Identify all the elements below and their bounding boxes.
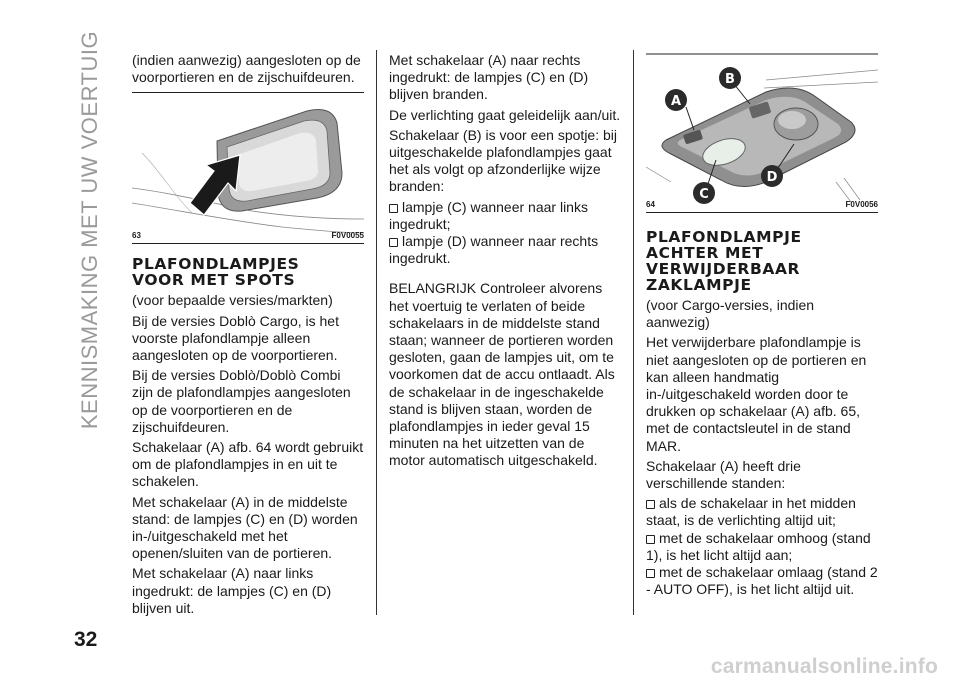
- checkbox-bullet-icon: [646, 500, 655, 509]
- bullet-item: lampje (C) wanneer naar links ingedrukt;: [389, 198, 588, 232]
- rear-lamp-illustration: [646, 52, 878, 212]
- column-1: [132, 52, 364, 620]
- paragraph: Schakelaar (A) afb. 64 wordt gebruikt om de plafondlampjes in en uit te schakelen.: [132, 439, 364, 490]
- paragraph: Bij de versies Doblò Cargo, is het voorste plafondlampje alleen aangesloten op de voorportieren.: [132, 312, 339, 364]
- figure-63: [132, 92, 364, 244]
- page-number: 32: [74, 628, 98, 651]
- bullet-item: lampje (D) wanneer naar rechts ingedrukt.: [389, 233, 599, 267]
- watermark: carmanualsonline.info: [710, 655, 938, 678]
- paragraph: (voor bepaalde versies/markten): [132, 292, 333, 309]
- checkbox-bullet-icon: [646, 535, 655, 544]
- checkbox-bullet-icon: [646, 569, 655, 578]
- column-2: [389, 52, 621, 473]
- figure-code: F0V0056: [845, 200, 878, 209]
- paragraph: Met schakelaar (A) naar rechts ingedrukt: de lampjes (C) en (D) blijven branden.: [389, 52, 589, 103]
- figure-64: [646, 52, 878, 213]
- svg-text:A: A: [670, 94, 682, 109]
- warning-paragraph: BELANGRIJK Controleer alvorens het voertuig te verlaten of beide schakelaars in de middelste stand staan; wanneer de portieren worden gesloten, gaan de lampjes uit, om te voorkomen dat de accu ontlaadt. Als de schakelaar in de ingeschakelde stand is blijven staan, worden de plafondlampjes in ieder geval 15 minuten na het uitzetten van de motor automatisch uitgeschakeld.: [389, 280, 615, 469]
- paragraph: Bij de versies Doblò/Doblò Combi zijn de plafondlampjes aangesloten op de voorportieren en de zijschuifdeuren.: [132, 367, 351, 435]
- paragraph: Met schakelaar (A) naar links ingedrukt: de lampjes (C) en (D) blijven uit.: [132, 565, 332, 616]
- label-badge-d: [761, 165, 783, 187]
- section-heading: PLAFONDLAMPJE ACHTER MET VERWIJDERBAAR ZAKLAMPJE: [646, 228, 802, 294]
- paragraph: (voor Cargo-versies, indien aanwezig): [646, 297, 815, 331]
- figure-number: 63: [132, 231, 141, 241]
- ceiling-lamp-illustration: [132, 93, 364, 243]
- paragraph: Schakelaar (A) heeft drie verschillende standen:: [646, 457, 801, 492]
- svg-text:D: D: [766, 170, 778, 185]
- column-divider: [633, 50, 634, 615]
- bullet-item: met de schakelaar omlaag (stand 2 - AUTO OFF), is het licht altijd uit.: [646, 564, 878, 598]
- section-side-title: KENNISMAKING MET UW VOERTUIG: [77, 30, 102, 430]
- paragraph: Het verwijderbare plafondlampje is niet aangesloten op de portieren en kan alleen handmatig in-/uitgeschakeld worden door te drukken op schakelaar (A) afb. 65, met de contactsleutel in de stand MAR.: [646, 334, 867, 454]
- figure-number: 64: [646, 200, 655, 209]
- section-heading: PLAFONDLAMPJES VOOR MET SPOTS: [132, 255, 300, 290]
- paragraph: Met schakelaar (A) in de middelste stand: de lampjes (C) en (D) worden in-/uitgeschakeld met het openen/sluiten van de portieren.: [132, 493, 358, 562]
- bullet-item: als de schakelaar in het midden staat, is de verlichting altijd uit;: [646, 495, 856, 529]
- intro-text: (indien aanwezig) aangesloten op de voorportieren en de zijschuifdeuren.: [132, 52, 361, 86]
- svg-text:C: C: [699, 187, 709, 202]
- figure-code: F0V0055: [331, 231, 364, 241]
- figure-caption: [646, 199, 878, 211]
- paragraph: De verlichting gaat geleidelijk aan/uit.: [389, 106, 621, 123]
- checkbox-bullet-icon: [389, 204, 398, 213]
- paragraph: Schakelaar (B) is voor een spotje: bij uitgeschakelde plafondlampjes gaat het als volgt op afzonderlijke wijze branden:: [389, 126, 617, 195]
- svg-text:B: B: [725, 72, 735, 87]
- label-badge-b: [719, 67, 741, 89]
- checkbox-bullet-icon: [389, 238, 398, 247]
- column-divider: [376, 50, 377, 615]
- figure-caption: [132, 230, 364, 242]
- label-badge-a: [665, 89, 687, 111]
- column-3: [646, 52, 878, 598]
- bullet-item: met de schakelaar omhoog (stand 1), is het licht altijd aan;: [646, 529, 871, 563]
